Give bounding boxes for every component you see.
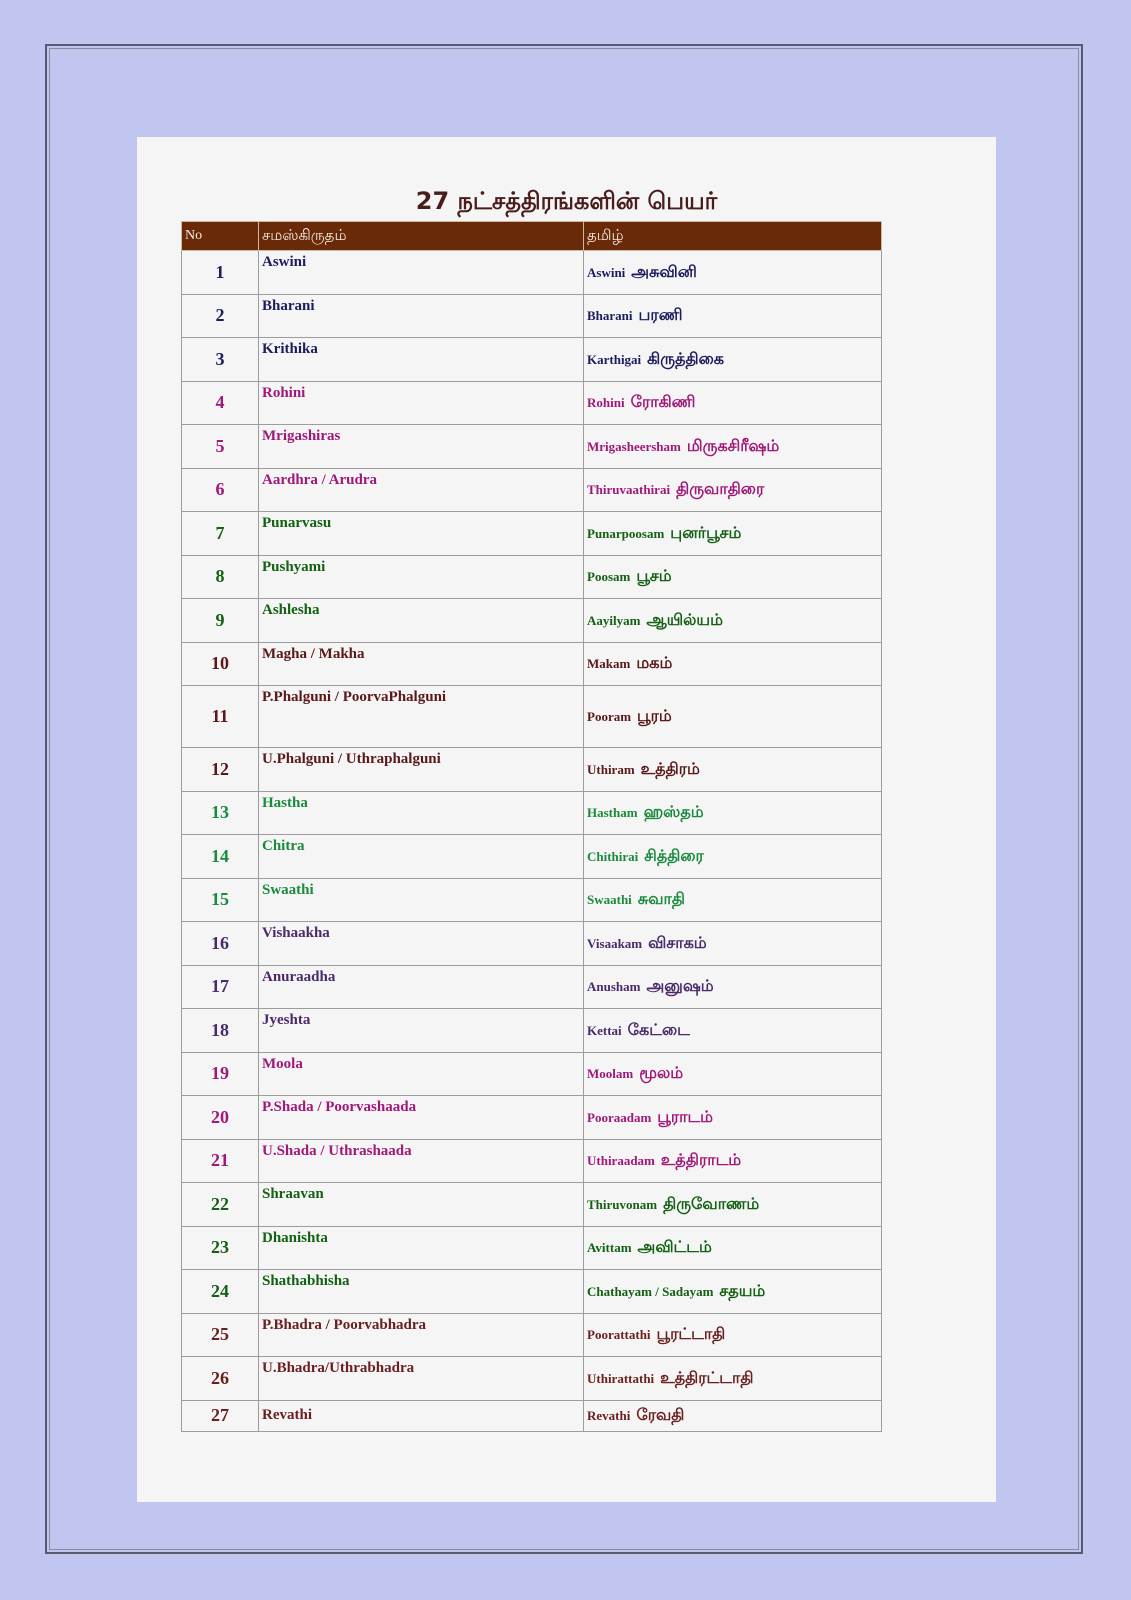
header-sanskrit: சமஸ்கிருதம் bbox=[259, 222, 584, 251]
tamil-name-script: திருவாதிரை bbox=[676, 479, 765, 499]
table-row bbox=[182, 748, 882, 792]
table-row bbox=[182, 835, 882, 879]
tamil-name-roman: Poorattathi bbox=[587, 1327, 651, 1343]
tamil-name-script: ரோகிணி bbox=[630, 392, 696, 412]
tamil-name-roman: Thiruvaathirai bbox=[587, 482, 671, 498]
tamil-name-roman: Kettai bbox=[587, 1022, 622, 1038]
row-number: 15 bbox=[182, 878, 259, 922]
tamil-name bbox=[584, 381, 882, 425]
tamil-name-roman: Bharani bbox=[587, 308, 633, 324]
table-row bbox=[182, 251, 882, 295]
row-number: 1 bbox=[182, 251, 259, 295]
sanskrit-name: U.Bhadra/Uthrabhadra bbox=[259, 1357, 584, 1401]
sanskrit-name: Mrigashiras bbox=[259, 425, 584, 469]
row-number: 6 bbox=[182, 468, 259, 512]
tamil-name-roman: Mrigasheersham bbox=[587, 438, 681, 454]
tamil-name bbox=[584, 835, 882, 879]
table-row bbox=[182, 1009, 882, 1053]
tamil-name-script: மிருகசிரீஷம் bbox=[686, 435, 780, 455]
row-number: 2 bbox=[182, 294, 259, 338]
tamil-name-roman: Makam bbox=[587, 656, 631, 672]
sanskrit-name: Hastha bbox=[259, 791, 584, 835]
row-number: 27 bbox=[182, 1400, 259, 1431]
row-number: 5 bbox=[182, 425, 259, 469]
tamil-name bbox=[584, 1052, 882, 1096]
tamil-name-roman: Punarpoosam bbox=[587, 525, 665, 541]
tamil-name bbox=[584, 1183, 882, 1227]
tamil-name-roman: Aayilyam bbox=[587, 612, 641, 628]
row-number: 23 bbox=[182, 1226, 259, 1270]
row-number: 7 bbox=[182, 512, 259, 556]
sanskrit-name: Pushyami bbox=[259, 555, 584, 599]
page-title: 27 நட்சத்திரங்களின் பெயர் bbox=[415, 187, 718, 215]
tamil-name bbox=[584, 748, 882, 792]
tamil-name bbox=[584, 1139, 882, 1183]
tamil-name-roman: Moolam bbox=[587, 1066, 634, 1082]
sanskrit-name: U.Phalguni / Uthraphalguni bbox=[259, 748, 584, 792]
row-number: 26 bbox=[182, 1357, 259, 1401]
tamil-name bbox=[584, 1009, 882, 1053]
tamil-name-roman: Revathi bbox=[587, 1408, 631, 1423]
sanskrit-name: P.Bhadra / Poorvabhadra bbox=[259, 1313, 584, 1357]
document-sheet bbox=[137, 137, 996, 1502]
row-number: 14 bbox=[182, 835, 259, 879]
table-row bbox=[182, 1400, 882, 1431]
table-row bbox=[182, 642, 882, 686]
sanskrit-name: Moola bbox=[259, 1052, 584, 1096]
table-row bbox=[182, 1357, 882, 1401]
row-number: 16 bbox=[182, 922, 259, 966]
tamil-name bbox=[584, 1096, 882, 1140]
table-row bbox=[182, 1270, 882, 1314]
tamil-name-roman: Swaathi bbox=[587, 892, 632, 908]
sanskrit-name: Rohini bbox=[259, 381, 584, 425]
tamil-name bbox=[584, 468, 882, 512]
tamil-name bbox=[584, 642, 882, 686]
table-row bbox=[182, 338, 882, 382]
sanskrit-name: Swaathi bbox=[259, 878, 584, 922]
tamil-name-script: மூலம் bbox=[639, 1063, 684, 1083]
tamil-name-script: சதயம் bbox=[719, 1280, 766, 1300]
row-number: 9 bbox=[182, 599, 259, 643]
tamil-name-script: அவிட்டம் bbox=[637, 1237, 712, 1257]
row-number: 12 bbox=[182, 748, 259, 792]
tamil-name bbox=[584, 1226, 882, 1270]
table-row bbox=[182, 878, 882, 922]
sanskrit-name: Aswini bbox=[259, 251, 584, 295]
tamil-name bbox=[584, 425, 882, 469]
nakshatra-table bbox=[181, 221, 882, 1432]
tamil-name bbox=[584, 599, 882, 643]
tamil-name-roman: Hastham bbox=[587, 805, 638, 821]
tamil-name-roman: Uthiraadam bbox=[587, 1153, 655, 1169]
tamil-name bbox=[584, 338, 882, 382]
sanskrit-name: Shathabhisha bbox=[259, 1270, 584, 1314]
tamil-name bbox=[584, 1270, 882, 1314]
sanskrit-name: Magha / Makha bbox=[259, 642, 584, 686]
table-row bbox=[182, 791, 882, 835]
tamil-name-script: அனுஷம் bbox=[646, 976, 714, 996]
tamil-name-roman: Chathayam / Sadayam bbox=[587, 1283, 714, 1299]
tamil-name bbox=[584, 1313, 882, 1357]
table-row bbox=[182, 922, 882, 966]
table-row bbox=[182, 1096, 882, 1140]
tamil-name-script: விசாகம் bbox=[648, 932, 707, 952]
tamil-name-roman: Anusham bbox=[587, 979, 641, 995]
sanskrit-name: Shraavan bbox=[259, 1183, 584, 1227]
sanskrit-name: Ashlesha bbox=[259, 599, 584, 643]
table-row bbox=[182, 555, 882, 599]
table-row bbox=[182, 1052, 882, 1096]
tamil-name-script: அசுவினி bbox=[631, 261, 697, 281]
sanskrit-name: Anuraadha bbox=[259, 965, 584, 1009]
tamil-name bbox=[584, 791, 882, 835]
row-number: 4 bbox=[182, 381, 259, 425]
tamil-name-script: பரணி bbox=[638, 305, 683, 325]
tamil-name bbox=[584, 512, 882, 556]
row-number: 22 bbox=[182, 1183, 259, 1227]
tamil-name-script: பூசம் bbox=[636, 566, 672, 586]
table-row bbox=[182, 1139, 882, 1183]
table-row bbox=[182, 425, 882, 469]
sanskrit-name: P.Shada / Poorvashaada bbox=[259, 1096, 584, 1140]
sanskrit-name: U.Shada / Uthrashaada bbox=[259, 1139, 584, 1183]
table-row bbox=[182, 381, 882, 425]
tamil-name-script: கிருத்திகை bbox=[647, 348, 725, 368]
tamil-name-roman: Rohini bbox=[587, 395, 625, 411]
tamil-name-script: சித்திரை bbox=[644, 845, 704, 865]
tamil-name bbox=[584, 878, 882, 922]
tamil-name-script: ரேவதி bbox=[636, 1405, 685, 1424]
sanskrit-name: P.Phalguni / PoorvaPhalguni bbox=[259, 686, 584, 748]
tamil-name-script: ஹஸ்தம் bbox=[643, 802, 704, 822]
tamil-name-roman: Pooram bbox=[587, 709, 632, 724]
tamil-name bbox=[584, 965, 882, 1009]
table-row bbox=[182, 468, 882, 512]
sanskrit-name: Krithika bbox=[259, 338, 584, 382]
tamil-name-roman: Aswini bbox=[587, 264, 626, 280]
tamil-name-roman: Chithirai bbox=[587, 848, 639, 864]
tamil-name-script: புனர்பூசம் bbox=[670, 522, 742, 542]
tamil-name bbox=[584, 922, 882, 966]
row-number: 11 bbox=[182, 686, 259, 748]
sanskrit-name: Vishaakha bbox=[259, 922, 584, 966]
tamil-name-script: பூராடம் bbox=[657, 1106, 714, 1126]
row-number: 20 bbox=[182, 1096, 259, 1140]
row-number: 3 bbox=[182, 338, 259, 382]
row-number: 24 bbox=[182, 1270, 259, 1314]
table-row bbox=[182, 294, 882, 338]
tamil-name-roman: Avittam bbox=[587, 1240, 632, 1256]
sanskrit-name: Jyeshta bbox=[259, 1009, 584, 1053]
tamil-name-roman: Thiruvonam bbox=[587, 1196, 658, 1212]
tamil-name bbox=[584, 251, 882, 295]
table-row bbox=[182, 965, 882, 1009]
tamil-name-script: பூரம் bbox=[637, 706, 672, 725]
tamil-name-script: உத்திரட்டாதி bbox=[660, 1367, 754, 1387]
row-number: 17 bbox=[182, 965, 259, 1009]
tamil-name bbox=[584, 555, 882, 599]
tamil-name-script: கேட்டை bbox=[627, 1019, 690, 1039]
tamil-name-roman: Karthigai bbox=[587, 351, 642, 367]
tamil-name-roman: Uthiram bbox=[587, 761, 635, 777]
tamil-name-roman: Uthirattathi bbox=[587, 1370, 655, 1386]
tamil-name bbox=[584, 1357, 882, 1401]
row-number: 13 bbox=[182, 791, 259, 835]
sanskrit-name: Punarvasu bbox=[259, 512, 584, 556]
header-no: No bbox=[182, 222, 259, 251]
table-row bbox=[182, 686, 882, 748]
row-number: 25 bbox=[182, 1313, 259, 1357]
row-number: 21 bbox=[182, 1139, 259, 1183]
table-row bbox=[182, 1313, 882, 1357]
table-row bbox=[182, 1183, 882, 1227]
row-number: 18 bbox=[182, 1009, 259, 1053]
table-header-row bbox=[182, 222, 882, 251]
tamil-name-script: சுவாதி bbox=[637, 889, 686, 909]
table-row bbox=[182, 1226, 882, 1270]
tamil-name-script: உத்திராடம் bbox=[660, 1150, 742, 1170]
tamil-name bbox=[584, 686, 882, 748]
table-row bbox=[182, 599, 882, 643]
tamil-name-roman: Pooraadam bbox=[587, 1109, 652, 1125]
tamil-name-script: பூரட்டாதி bbox=[656, 1324, 726, 1344]
row-number: 10 bbox=[182, 642, 259, 686]
header-tamil: தமிழ் bbox=[584, 222, 882, 251]
sanskrit-name: Bharani bbox=[259, 294, 584, 338]
tamil-name-roman: Poosam bbox=[587, 569, 631, 585]
sanskrit-name: Revathi bbox=[259, 1400, 584, 1431]
sanskrit-name: Chitra bbox=[259, 835, 584, 879]
sanskrit-name: Aardhra / Arudra bbox=[259, 468, 584, 512]
tamil-name-script: திருவோணம் bbox=[663, 1193, 760, 1213]
tamil-name-script: உத்திரம் bbox=[640, 758, 700, 778]
table-row bbox=[182, 512, 882, 556]
row-number: 8 bbox=[182, 555, 259, 599]
tamil-name-script: ஆயில்யம் bbox=[646, 609, 723, 629]
table-body bbox=[182, 251, 882, 1432]
tamil-name-roman: Visaakam bbox=[587, 935, 643, 951]
sanskrit-name: Dhanishta bbox=[259, 1226, 584, 1270]
row-number: 19 bbox=[182, 1052, 259, 1096]
tamil-name-script: மகம் bbox=[636, 653, 673, 673]
tamil-name bbox=[584, 294, 882, 338]
tamil-name bbox=[584, 1400, 882, 1431]
